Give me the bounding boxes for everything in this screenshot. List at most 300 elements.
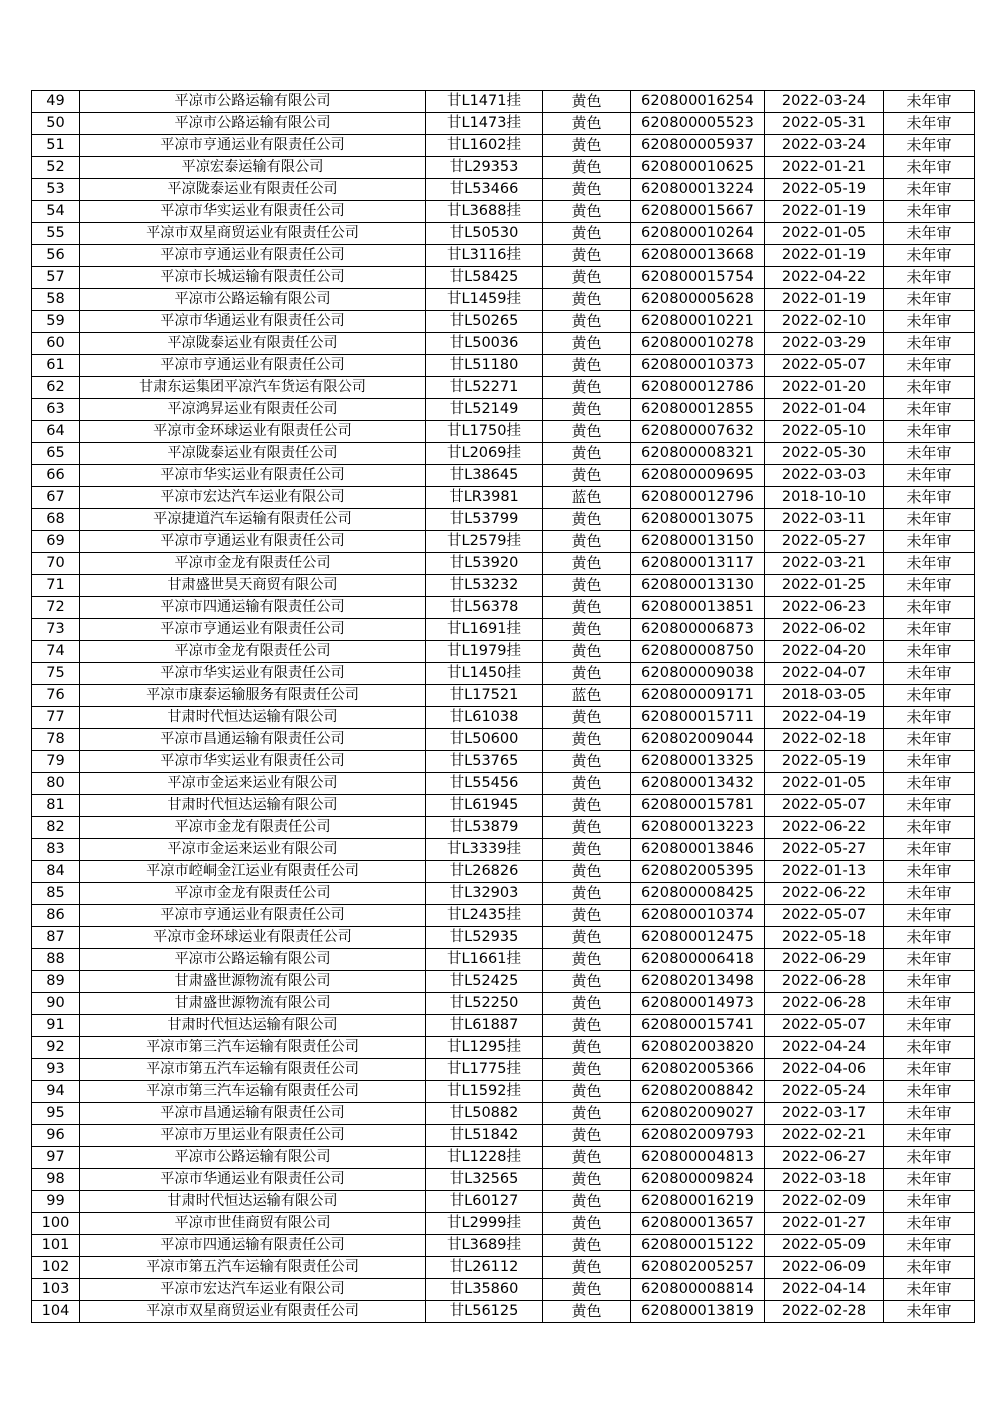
table-row: [32, 1147, 975, 1169]
review-status-cell: 未年审: [884, 135, 975, 157]
plate-number-cell: 甘L52250: [426, 993, 543, 1015]
plate-color-cell: 黄色: [543, 1191, 631, 1213]
plate-number-cell: 甘L1471挂: [426, 91, 543, 113]
review-status-cell: 未年审: [884, 91, 975, 113]
table-row: [32, 1081, 975, 1103]
plate-number-cell: 甘L1228挂: [426, 1147, 543, 1169]
company-name-cell: 平凉市公路运输有限公司: [80, 1147, 426, 1169]
company-name-cell: 平凉市金龙有限责任公司: [80, 641, 426, 663]
plate-number-cell: 甘L26826: [426, 861, 543, 883]
row-number-cell: 101: [32, 1235, 80, 1257]
vehicle-id-cell: 620800008321: [631, 443, 765, 465]
company-name-cell: 平凉市宏达汽车运业有限公司: [80, 487, 426, 509]
review-status-cell: 未年审: [884, 377, 975, 399]
review-status-cell: 未年审: [884, 443, 975, 465]
plate-number-cell: 甘L1775挂: [426, 1059, 543, 1081]
company-name-cell: 平凉市公路运输有限公司: [80, 91, 426, 113]
row-number-cell: 104: [32, 1301, 80, 1323]
plate-color-cell: 黄色: [543, 1081, 631, 1103]
row-number-cell: 50: [32, 113, 80, 135]
row-number-cell: 57: [32, 267, 80, 289]
table-row: [32, 795, 975, 817]
company-name-cell: 平凉市康泰运输服务有限责任公司: [80, 685, 426, 707]
vehicle-id-cell: 620802009044: [631, 729, 765, 751]
plate-color-cell: 黄色: [543, 751, 631, 773]
company-name-cell: 平凉市公路运输有限公司: [80, 113, 426, 135]
plate-color-cell: 黄色: [543, 927, 631, 949]
plate-color-cell: 黄色: [543, 619, 631, 641]
company-name-cell: 甘肃盛世昊天商贸有限公司: [80, 575, 426, 597]
vehicle-id-cell: 620800015741: [631, 1015, 765, 1037]
vehicle-id-cell: 620800009695: [631, 465, 765, 487]
company-name-cell: 平凉市第五汽车运输有限责任公司: [80, 1059, 426, 1081]
plate-color-cell: 黄色: [543, 113, 631, 135]
review-status-cell: 未年审: [884, 707, 975, 729]
date-cell: 2022-03-24: [765, 91, 884, 113]
table-row: [32, 531, 975, 553]
plate-number-cell: 甘L53466: [426, 179, 543, 201]
vehicle-id-cell: 620800014973: [631, 993, 765, 1015]
company-name-cell: 甘肃盛世源物流有限公司: [80, 971, 426, 993]
plate-color-cell: 黄色: [543, 1169, 631, 1191]
review-status-cell: 未年审: [884, 1169, 975, 1191]
row-number-cell: 69: [32, 531, 80, 553]
company-name-cell: 甘肃时代恒达运输有限公司: [80, 707, 426, 729]
vehicle-id-cell: 620800008814: [631, 1279, 765, 1301]
row-number-cell: 80: [32, 773, 80, 795]
date-cell: 2022-05-07: [765, 1015, 884, 1037]
row-number-cell: 52: [32, 157, 80, 179]
vehicle-id-cell: 620800008750: [631, 641, 765, 663]
vehicle-id-cell: 620800015667: [631, 201, 765, 223]
review-status-cell: 未年审: [884, 839, 975, 861]
review-status-cell: 未年审: [884, 179, 975, 201]
review-status-cell: 未年审: [884, 1059, 975, 1081]
plate-color-cell: 黄色: [543, 817, 631, 839]
date-cell: 2022-01-19: [765, 245, 884, 267]
table-row: [32, 861, 975, 883]
plate-color-cell: 黄色: [543, 1015, 631, 1037]
review-status-cell: 未年审: [884, 619, 975, 641]
vehicle-id-cell: 620800013130: [631, 575, 765, 597]
date-cell: 2022-01-05: [765, 223, 884, 245]
table-row: [32, 1015, 975, 1037]
plate-number-cell: 甘L61887: [426, 1015, 543, 1037]
plate-color-cell: 黄色: [543, 531, 631, 553]
table-row: [32, 641, 975, 663]
vehicle-id-cell: 620800010374: [631, 905, 765, 927]
table-row: [32, 927, 975, 949]
plate-color-cell: 黄色: [543, 179, 631, 201]
plate-color-cell: 黄色: [543, 509, 631, 531]
vehicle-id-cell: 620800013668: [631, 245, 765, 267]
company-name-cell: 甘肃时代恒达运输有限公司: [80, 1191, 426, 1213]
review-status-cell: 未年审: [884, 509, 975, 531]
row-number-cell: 53: [32, 179, 80, 201]
table-row: [32, 443, 975, 465]
plate-number-cell: 甘L50265: [426, 311, 543, 333]
company-name-cell: 平凉市金运来运业有限公司: [80, 839, 426, 861]
plate-color-cell: 黄色: [543, 861, 631, 883]
review-status-cell: 未年审: [884, 1213, 975, 1235]
plate-color-cell: 黄色: [543, 663, 631, 685]
date-cell: 2022-03-11: [765, 509, 884, 531]
date-cell: 2022-04-19: [765, 707, 884, 729]
row-number-cell: 76: [32, 685, 80, 707]
company-name-cell: 平凉市华实运业有限责任公司: [80, 751, 426, 773]
review-status-cell: 未年审: [884, 1015, 975, 1037]
date-cell: 2022-02-10: [765, 311, 884, 333]
review-status-cell: 未年审: [884, 333, 975, 355]
plate-number-cell: 甘L38645: [426, 465, 543, 487]
table-row: [32, 729, 975, 751]
row-number-cell: 67: [32, 487, 80, 509]
date-cell: 2022-06-22: [765, 817, 884, 839]
review-status-cell: 未年审: [884, 1191, 975, 1213]
review-status-cell: 未年审: [884, 971, 975, 993]
review-status-cell: 未年审: [884, 1257, 975, 1279]
plate-number-cell: 甘L3689挂: [426, 1235, 543, 1257]
plate-number-cell: 甘L51842: [426, 1125, 543, 1147]
table-row: [32, 1059, 975, 1081]
plate-color-cell: 黄色: [543, 267, 631, 289]
review-status-cell: 未年审: [884, 817, 975, 839]
row-number-cell: 58: [32, 289, 80, 311]
row-number-cell: 86: [32, 905, 80, 927]
review-status-cell: 未年审: [884, 883, 975, 905]
date-cell: 2022-02-21: [765, 1125, 884, 1147]
company-name-cell: 平凉市华实运业有限责任公司: [80, 201, 426, 223]
plate-color-cell: 黄色: [543, 201, 631, 223]
table-row: [32, 399, 975, 421]
plate-color-cell: 黄色: [543, 993, 631, 1015]
vehicle-id-cell: 620800013224: [631, 179, 765, 201]
plate-color-cell: 黄色: [543, 773, 631, 795]
company-name-cell: 平凉市金运来运业有限公司: [80, 773, 426, 795]
company-name-cell: 平凉市第三汽车运输有限责任公司: [80, 1081, 426, 1103]
plate-number-cell: 甘L1295挂: [426, 1037, 543, 1059]
table-row: [32, 553, 975, 575]
plate-number-cell: 甘L60127: [426, 1191, 543, 1213]
vehicle-id-cell: 620800005628: [631, 289, 765, 311]
row-number-cell: 56: [32, 245, 80, 267]
plate-number-cell: 甘L1459挂: [426, 289, 543, 311]
review-status-cell: 未年审: [884, 553, 975, 575]
review-status-cell: 未年审: [884, 399, 975, 421]
plate-number-cell: 甘L61038: [426, 707, 543, 729]
plate-color-cell: 黄色: [543, 1257, 631, 1279]
company-name-cell: 平凉市亨通运业有限责任公司: [80, 355, 426, 377]
review-status-cell: 未年审: [884, 1125, 975, 1147]
review-status-cell: 未年审: [884, 1235, 975, 1257]
plate-color-cell: 黄色: [543, 1037, 631, 1059]
date-cell: 2022-04-22: [765, 267, 884, 289]
company-name-cell: 平凉市宏达汽车运业有限公司: [80, 1279, 426, 1301]
plate-color-cell: 黄色: [543, 355, 631, 377]
row-number-cell: 91: [32, 1015, 80, 1037]
review-status-cell: 未年审: [884, 487, 975, 509]
review-status-cell: 未年审: [884, 949, 975, 971]
date-cell: 2022-06-29: [765, 949, 884, 971]
plate-color-cell: 黄色: [543, 223, 631, 245]
plate-number-cell: 甘L1473挂: [426, 113, 543, 135]
review-status-cell: 未年审: [884, 1147, 975, 1169]
vehicle-id-cell: 620800012855: [631, 399, 765, 421]
review-status-cell: 未年审: [884, 905, 975, 927]
plate-number-cell: 甘L53232: [426, 575, 543, 597]
date-cell: 2022-03-17: [765, 1103, 884, 1125]
plate-color-cell: 黄色: [543, 399, 631, 421]
row-number-cell: 60: [32, 333, 80, 355]
plate-color-cell: 黄色: [543, 597, 631, 619]
vehicle-id-cell: 620800013325: [631, 751, 765, 773]
plate-color-cell: 黄色: [543, 1103, 631, 1125]
date-cell: 2022-06-27: [765, 1147, 884, 1169]
row-number-cell: 100: [32, 1213, 80, 1235]
plate-color-cell: 黄色: [543, 971, 631, 993]
vehicle-table-body: [32, 91, 975, 1323]
plate-color-cell: 黄色: [543, 883, 631, 905]
row-number-cell: 72: [32, 597, 80, 619]
plate-number-cell: 甘L2999挂: [426, 1213, 543, 1235]
vehicle-id-cell: 620800005523: [631, 113, 765, 135]
table-row: [32, 971, 975, 993]
table-row: [32, 751, 975, 773]
table-row: [32, 355, 975, 377]
review-status-cell: 未年审: [884, 355, 975, 377]
vehicle-id-cell: 620800006418: [631, 949, 765, 971]
table-row: [32, 1235, 975, 1257]
row-number-cell: 94: [32, 1081, 80, 1103]
company-name-cell: 平凉宏泰运输有限公司: [80, 157, 426, 179]
review-status-cell: 未年审: [884, 1037, 975, 1059]
review-status-cell: 未年审: [884, 663, 975, 685]
vehicle-id-cell: 620800005937: [631, 135, 765, 157]
date-cell: 2022-05-10: [765, 421, 884, 443]
review-status-cell: 未年审: [884, 729, 975, 751]
date-cell: 2022-01-04: [765, 399, 884, 421]
table-row: [32, 421, 975, 443]
vehicle-id-cell: 620800006873: [631, 619, 765, 641]
date-cell: 2022-04-14: [765, 1279, 884, 1301]
table-row: [32, 575, 975, 597]
table-row: [32, 509, 975, 531]
table-row: [32, 289, 975, 311]
company-name-cell: 平凉市公路运输有限公司: [80, 289, 426, 311]
company-name-cell: 甘肃时代恒达运输有限公司: [80, 795, 426, 817]
plate-color-cell: 黄色: [543, 245, 631, 267]
table-row: [32, 685, 975, 707]
row-number-cell: 62: [32, 377, 80, 399]
plate-number-cell: 甘L17521: [426, 685, 543, 707]
review-status-cell: 未年审: [884, 311, 975, 333]
plate-color-cell: 蓝色: [543, 685, 631, 707]
vehicle-id-cell: 620800013657: [631, 1213, 765, 1235]
date-cell: 2022-02-28: [765, 1301, 884, 1323]
vehicle-id-cell: 620802005257: [631, 1257, 765, 1279]
table-row: [32, 883, 975, 905]
table-row: [32, 597, 975, 619]
table-row: [32, 465, 975, 487]
date-cell: 2022-06-09: [765, 1257, 884, 1279]
date-cell: 2022-06-28: [765, 993, 884, 1015]
row-number-cell: 102: [32, 1257, 80, 1279]
plate-number-cell: 甘L1450挂: [426, 663, 543, 685]
plate-number-cell: 甘L1979挂: [426, 641, 543, 663]
table-row: [32, 663, 975, 685]
plate-number-cell: 甘L58425: [426, 267, 543, 289]
date-cell: 2022-03-03: [765, 465, 884, 487]
vehicle-id-cell: 620800010373: [631, 355, 765, 377]
plate-number-cell: 甘L2069挂: [426, 443, 543, 465]
date-cell: 2022-05-31: [765, 113, 884, 135]
vehicle-id-cell: 620800015122: [631, 1235, 765, 1257]
plate-number-cell: 甘L61945: [426, 795, 543, 817]
vehicle-id-cell: 620800010221: [631, 311, 765, 333]
plate-color-cell: 黄色: [543, 333, 631, 355]
table-row: [32, 1301, 975, 1323]
plate-number-cell: 甘L53765: [426, 751, 543, 773]
row-number-cell: 103: [32, 1279, 80, 1301]
plate-color-cell: 黄色: [543, 1147, 631, 1169]
vehicle-id-cell: 620800004813: [631, 1147, 765, 1169]
company-name-cell: 平凉市四通运输有限责任公司: [80, 597, 426, 619]
row-number-cell: 99: [32, 1191, 80, 1213]
vehicle-id-cell: 620800013075: [631, 509, 765, 531]
table-row: [32, 1125, 975, 1147]
plate-color-cell: 黄色: [543, 949, 631, 971]
row-number-cell: 87: [32, 927, 80, 949]
plate-number-cell: 甘L53799: [426, 509, 543, 531]
date-cell: 2022-01-19: [765, 201, 884, 223]
review-status-cell: 未年审: [884, 113, 975, 135]
plate-number-cell: 甘L3116挂: [426, 245, 543, 267]
plate-color-cell: 黄色: [543, 311, 631, 333]
review-status-cell: 未年审: [884, 245, 975, 267]
date-cell: 2022-06-22: [765, 883, 884, 905]
date-cell: 2022-01-13: [765, 861, 884, 883]
table-row: [32, 245, 975, 267]
plate-number-cell: 甘L50530: [426, 223, 543, 245]
date-cell: 2022-04-24: [765, 1037, 884, 1059]
table-row: [32, 91, 975, 113]
plate-number-cell: 甘L52271: [426, 377, 543, 399]
company-name-cell: 甘肃时代恒达运输有限公司: [80, 1015, 426, 1037]
plate-color-cell: 黄色: [543, 729, 631, 751]
company-name-cell: 平凉市金环球运业有限责任公司: [80, 421, 426, 443]
plate-color-cell: 黄色: [543, 1235, 631, 1257]
vehicle-id-cell: 620800013846: [631, 839, 765, 861]
plate-number-cell: 甘L1602挂: [426, 135, 543, 157]
row-number-cell: 70: [32, 553, 80, 575]
company-name-cell: 平凉陇泰运业有限责任公司: [80, 179, 426, 201]
date-cell: 2022-06-23: [765, 597, 884, 619]
plate-number-cell: 甘L2579挂: [426, 531, 543, 553]
row-number-cell: 79: [32, 751, 80, 773]
review-status-cell: 未年审: [884, 465, 975, 487]
date-cell: 2022-01-20: [765, 377, 884, 399]
plate-number-cell: 甘L53920: [426, 553, 543, 575]
plate-number-cell: 甘L35860: [426, 1279, 543, 1301]
row-number-cell: 77: [32, 707, 80, 729]
plate-color-cell: 黄色: [543, 421, 631, 443]
table-row: [32, 773, 975, 795]
plate-number-cell: 甘L53879: [426, 817, 543, 839]
vehicle-table: [31, 90, 975, 1323]
date-cell: 2022-04-20: [765, 641, 884, 663]
plate-number-cell: 甘L1750挂: [426, 421, 543, 443]
plate-color-cell: 蓝色: [543, 487, 631, 509]
date-cell: 2022-04-07: [765, 663, 884, 685]
row-number-cell: 83: [32, 839, 80, 861]
date-cell: 2022-03-21: [765, 553, 884, 575]
date-cell: 2022-05-30: [765, 443, 884, 465]
company-name-cell: 平凉市华通运业有限责任公司: [80, 311, 426, 333]
vehicle-id-cell: 620800013432: [631, 773, 765, 795]
plate-number-cell: 甘L3688挂: [426, 201, 543, 223]
date-cell: 2022-05-19: [765, 751, 884, 773]
table-row: [32, 1103, 975, 1125]
table-row: [32, 157, 975, 179]
plate-color-cell: 黄色: [543, 905, 631, 927]
plate-number-cell: 甘L52425: [426, 971, 543, 993]
date-cell: 2022-03-24: [765, 135, 884, 157]
date-cell: 2022-01-19: [765, 289, 884, 311]
row-number-cell: 61: [32, 355, 80, 377]
review-status-cell: 未年审: [884, 1081, 975, 1103]
date-cell: 2022-01-21: [765, 157, 884, 179]
table-row: [32, 905, 975, 927]
row-number-cell: 51: [32, 135, 80, 157]
table-row: [32, 113, 975, 135]
vehicle-id-cell: 620800008425: [631, 883, 765, 905]
company-name-cell: 平凉市金环球运业有限责任公司: [80, 927, 426, 949]
vehicle-id-cell: 620800015781: [631, 795, 765, 817]
company-name-cell: 平凉市华实运业有限责任公司: [80, 465, 426, 487]
date-cell: 2022-01-05: [765, 773, 884, 795]
company-name-cell: 平凉市崆峒金江运业有限责任公司: [80, 861, 426, 883]
review-status-cell: 未年审: [884, 641, 975, 663]
row-number-cell: 54: [32, 201, 80, 223]
table-row: [32, 839, 975, 861]
vehicle-id-cell: 620800013819: [631, 1301, 765, 1323]
company-name-cell: 平凉市华通运业有限责任公司: [80, 1169, 426, 1191]
table-row: [32, 377, 975, 399]
vehicle-id-cell: 620800009824: [631, 1169, 765, 1191]
plate-color-cell: 黄色: [543, 839, 631, 861]
plate-color-cell: 黄色: [543, 1213, 631, 1235]
company-name-cell: 平凉陇泰运业有限责任公司: [80, 443, 426, 465]
vehicle-id-cell: 620800012475: [631, 927, 765, 949]
plate-color-cell: 黄色: [543, 553, 631, 575]
review-status-cell: 未年审: [884, 1301, 975, 1323]
table-row: [32, 949, 975, 971]
vehicle-id-cell: 620802003820: [631, 1037, 765, 1059]
vehicle-id-cell: 620802005395: [631, 861, 765, 883]
company-name-cell: 平凉市亨通运业有限责任公司: [80, 245, 426, 267]
table-row: [32, 267, 975, 289]
company-name-cell: 平凉市双星商贸运业有限责任公司: [80, 223, 426, 245]
row-number-cell: 97: [32, 1147, 80, 1169]
table-row: [32, 1191, 975, 1213]
date-cell: 2022-06-02: [765, 619, 884, 641]
review-status-cell: 未年审: [884, 201, 975, 223]
row-number-cell: 68: [32, 509, 80, 531]
vehicle-id-cell: 620800016254: [631, 91, 765, 113]
company-name-cell: 甘肃盛世源物流有限公司: [80, 993, 426, 1015]
plate-color-cell: 黄色: [543, 465, 631, 487]
date-cell: 2022-03-29: [765, 333, 884, 355]
